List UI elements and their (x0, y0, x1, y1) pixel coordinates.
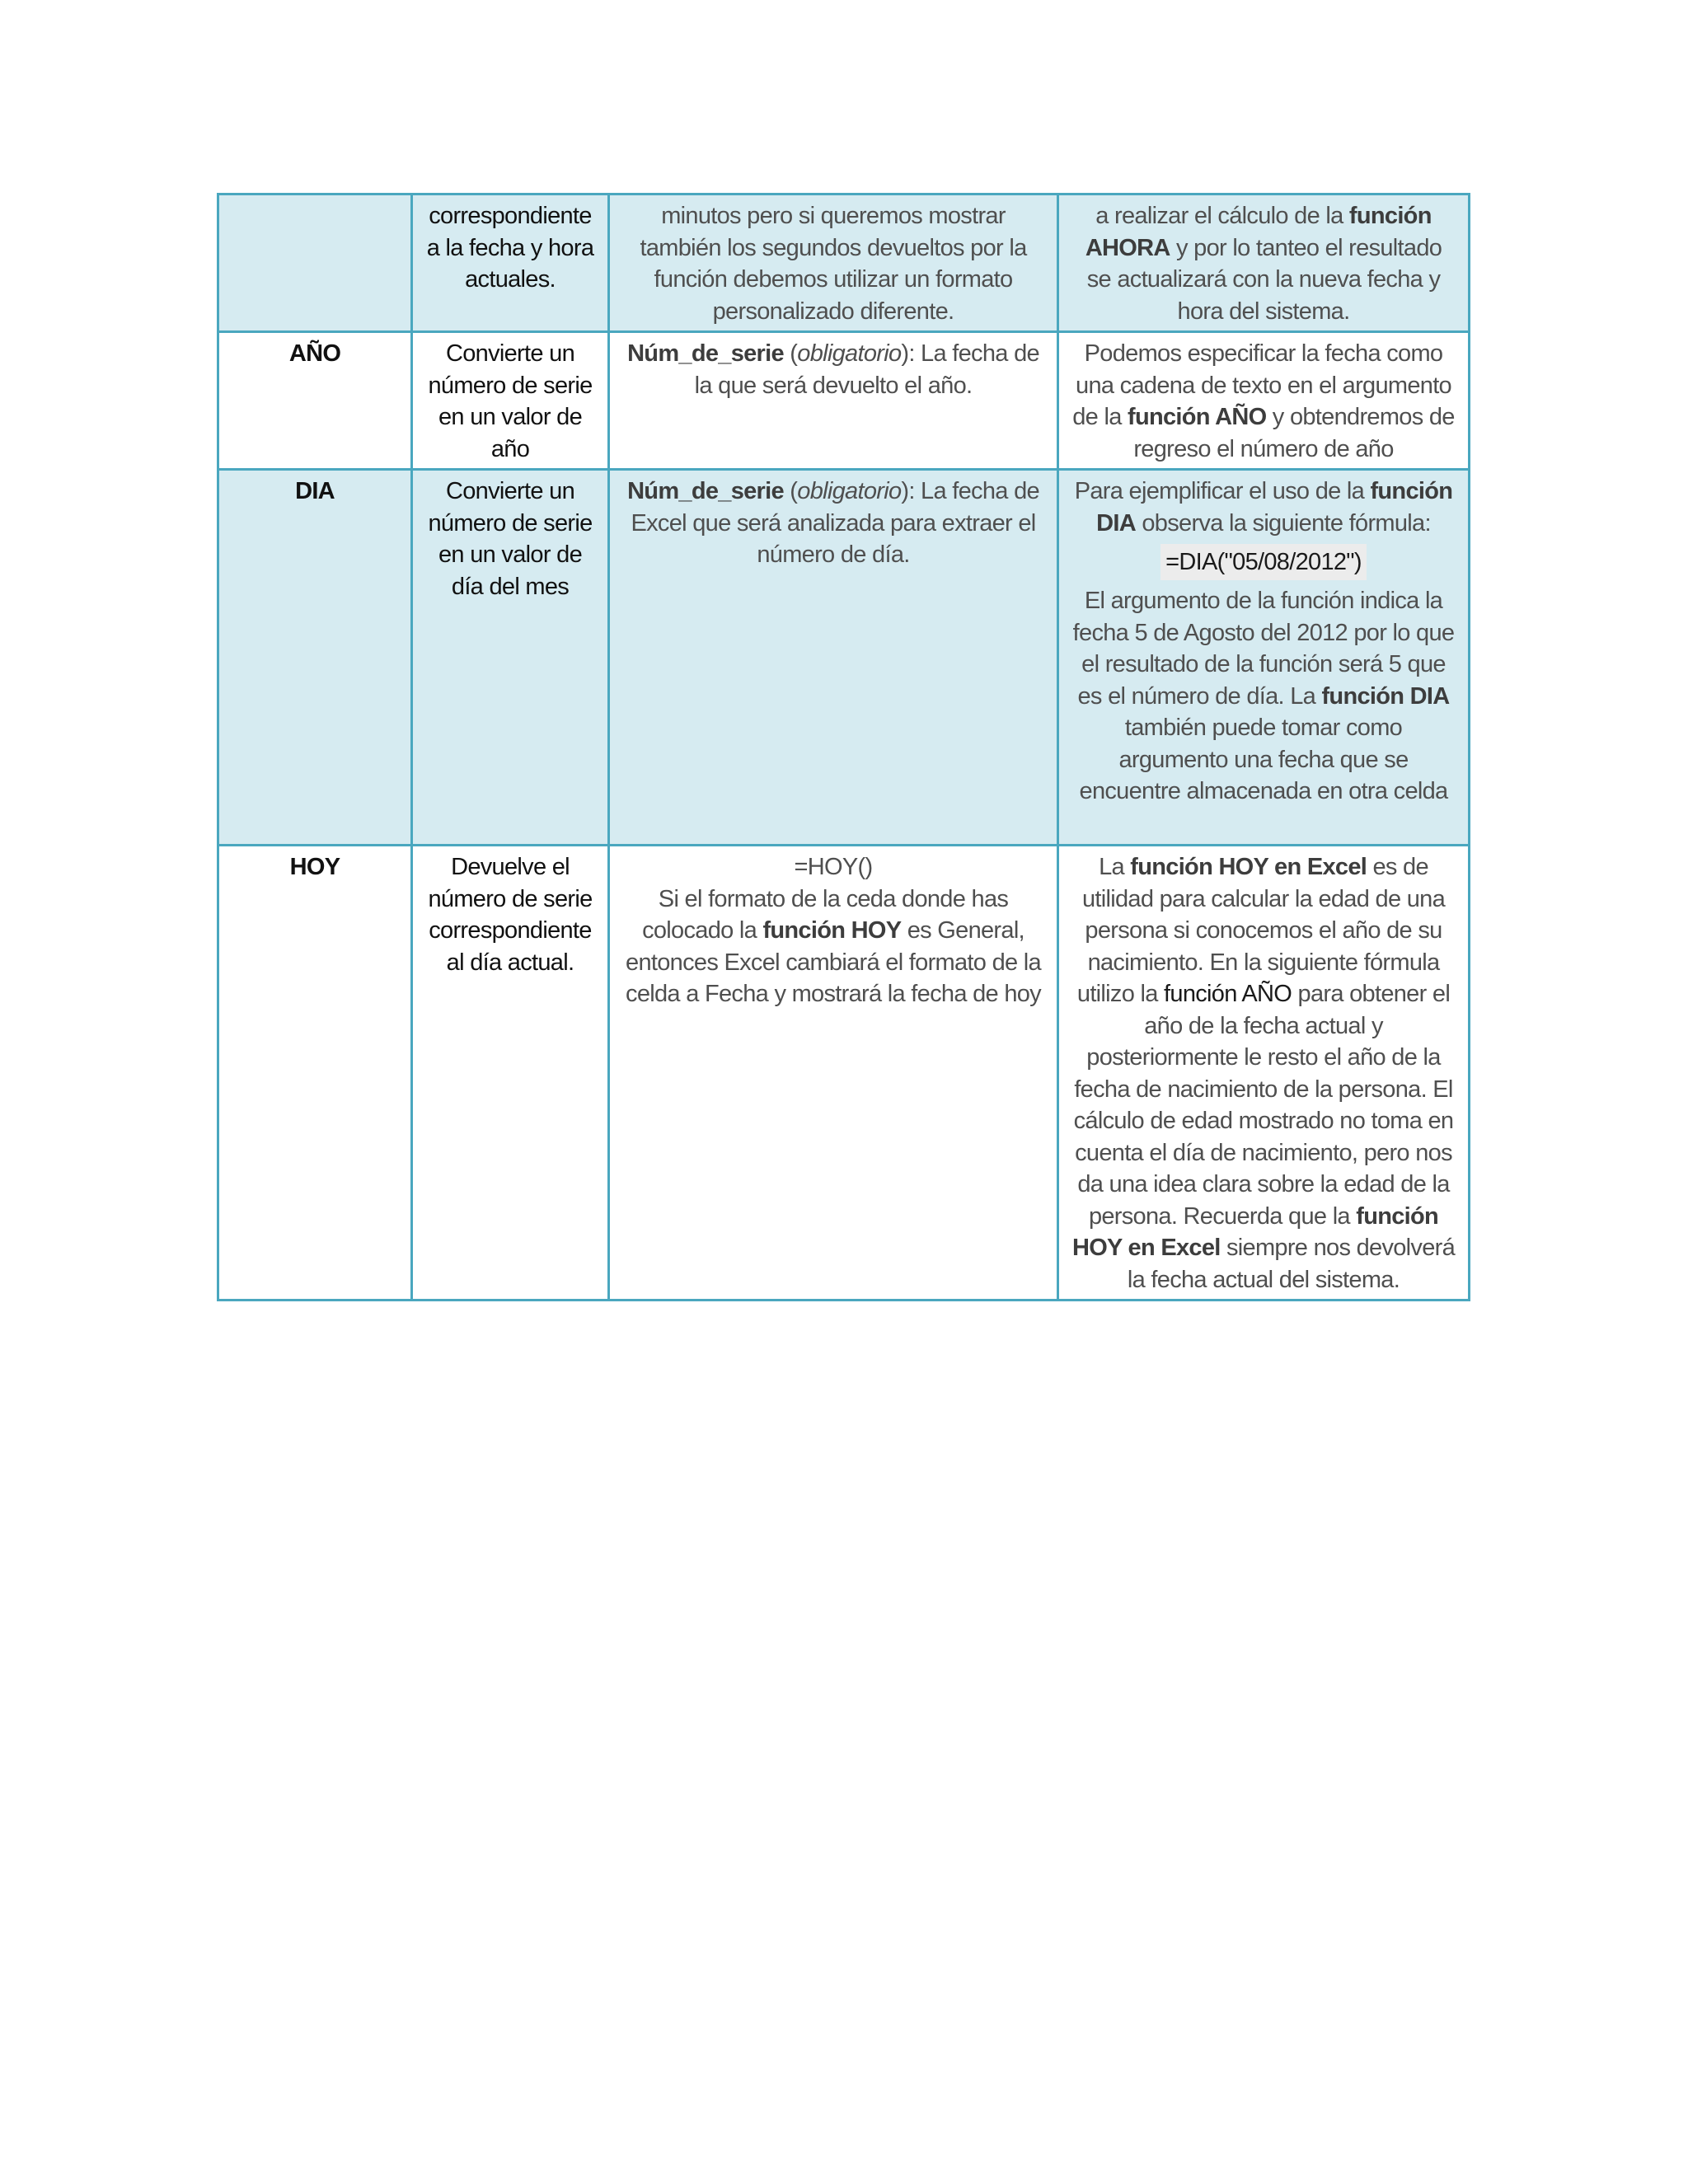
note-paragraph (1071, 476, 1456, 539)
formula-example: =DIA("05/08/2012") (1160, 544, 1367, 580)
note-bold-term: función HOY en Excel (1130, 854, 1367, 880)
function-name-cell: DIA (218, 470, 412, 846)
note-text: y por lo tanteo el resultado se actualizará con la nueva fecha y hora del sistema. (1086, 234, 1442, 325)
note-cell (1058, 470, 1470, 846)
argument-name: Núm_de_serie (627, 340, 784, 367)
argument-bold-term: función HOY (762, 917, 902, 944)
description-cell: Devuelve el número de serie correspondiente al día actual. (412, 846, 609, 1301)
note-paragraph (1071, 585, 1456, 808)
note-text: El argumento de la función indica la fecha 5 de Agosto del 2012 por lo que el resultado de la función será 5 que es el número de día. La (1072, 588, 1455, 710)
table-row-hoy (218, 846, 1470, 1301)
description-cell: Convierte un número de serie en un valor de año (412, 332, 609, 470)
arguments-cell (609, 470, 1058, 846)
note-bold-term: función HOY en Excel (1071, 1202, 1439, 1261)
note-bold-term: función DIA (1321, 682, 1450, 710)
function-name-cell: AÑO (218, 332, 412, 470)
note-text: es de utilidad para calcular la edad de una persona si conocemos el año de su nacimiento. En la siguiente fórmula utilizo la (1076, 854, 1446, 1007)
description-cell: correspondiente a la fecha y hora actuales. (412, 194, 609, 332)
note-text: siempre nos devolverá la fecha actual del sistema. (1127, 1235, 1456, 1293)
note-bold-term: función AÑO (1128, 404, 1267, 430)
note-bold-term: función AHORA (1085, 203, 1432, 261)
functions-table (217, 193, 1470, 1301)
note-text: a realizar el cálculo de la (1095, 203, 1349, 229)
argument-text: es General, entonces Excel cambiará el formato de la celda a Fecha y mostrará la fecha de hoy (626, 917, 1041, 1007)
argument-required-label: obligatorio (797, 340, 902, 367)
note-dark-term: función AÑO (1164, 981, 1292, 1007)
note-bold-term: función DIA (1096, 478, 1453, 537)
note-text: La (1099, 854, 1131, 880)
function-name-cell: HOY (218, 846, 412, 1301)
argument-text: ): La fecha de Excel que será analizada para extraer el número de día. (631, 478, 1039, 568)
formula-example: =HOY() (794, 854, 873, 880)
note-text: también puede tomar como argumento una fecha que se encuentre almacenada en otra celda (1079, 715, 1448, 804)
note-cell (1058, 194, 1470, 332)
argument-text: Si el formato de la ceda donde has colocado la (642, 885, 1009, 944)
note-text: Podemos especificar la fecha como una cadena de texto en el argumento de la (1072, 340, 1451, 430)
arguments-cell (609, 846, 1058, 1301)
note-cell (1058, 332, 1470, 470)
argument-required-label: obligatorio (797, 478, 902, 504)
table-row-ano (218, 332, 1470, 470)
argument-text: ( (783, 340, 798, 367)
arguments-cell (609, 332, 1058, 470)
argument-text: ( (783, 478, 798, 504)
note-text: Para ejemplificar el uso de la (1074, 478, 1371, 504)
arguments-cell: minutos pero si queremos mostrar también los segundos devueltos por la función debemos utilizar un formato personalizado diferente. (609, 194, 1058, 332)
argument-text: ): La fecha de la que será devuelto el año. (694, 340, 1039, 399)
description-cell: Convierte un número de serie en un valor de día del mes (412, 470, 609, 846)
function-name-cell (218, 194, 412, 332)
table-row-dia (218, 470, 1470, 846)
argument-name: Núm_de_serie (627, 478, 784, 504)
note-cell (1058, 846, 1470, 1301)
argument-paragraph (621, 883, 1045, 1010)
note-text: y obtendremos de regreso el número de año (1133, 404, 1455, 462)
table-row-ahora-continued (218, 194, 1470, 332)
note-text: para obtener el año de la fecha actual y posteriormente le resto el año de la fecha de nacimiento de la persona. El cálculo de edad mostrado no toma en cuenta el día de nacimiento, pero nos da una idea clara sobre la edad de la persona. Recuerda que la (1073, 981, 1454, 1230)
note-text: observa la siguiente fórmula: (1136, 509, 1431, 537)
